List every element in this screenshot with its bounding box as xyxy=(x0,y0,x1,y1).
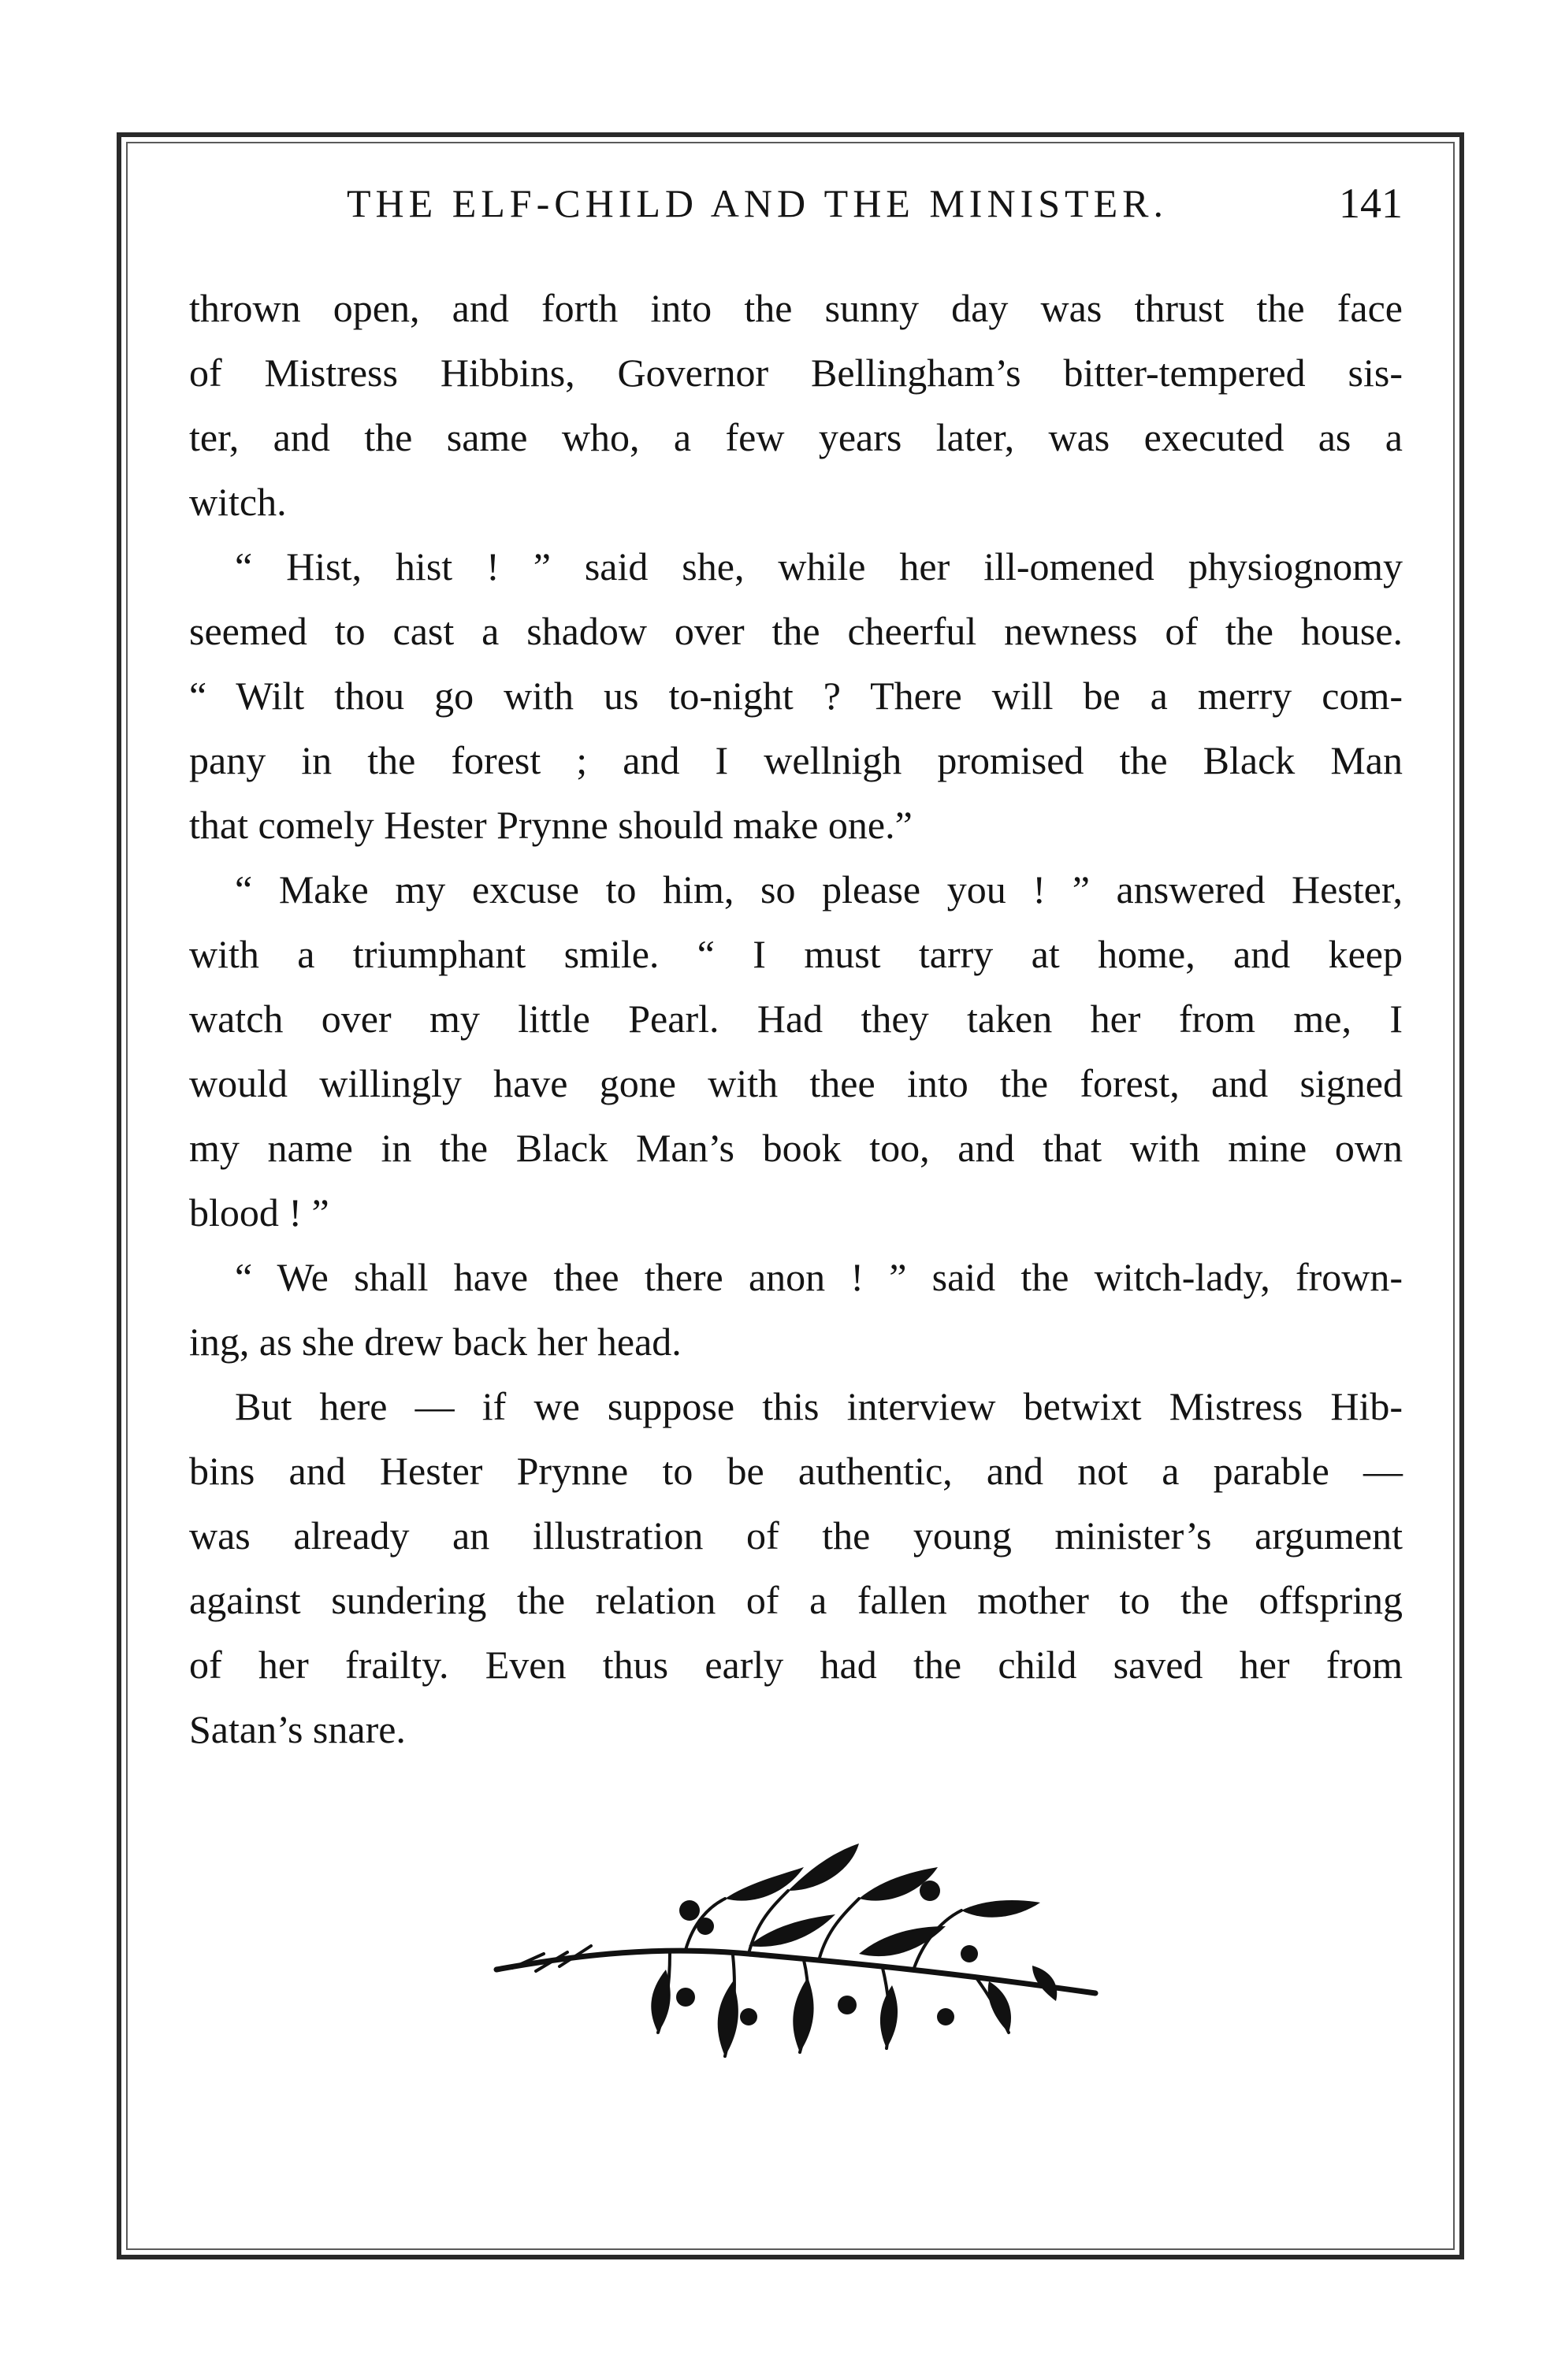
text-line: bins and Hester Prynne to be authentic, and not a parable — xyxy=(189,1449,1403,1493)
text-line: pany in the forest ; and I wellnigh promised the Black Man xyxy=(189,738,1403,782)
text-line: “ Wilt thou go with us to-night ? There will be a merry com- xyxy=(189,674,1403,718)
text-line: with a triumphant smile. “ I must tarry at home, and keep xyxy=(189,932,1403,976)
page-number: 141 xyxy=(1339,180,1403,227)
text-line: witch. xyxy=(189,480,287,524)
text-line: would willingly have gone with thee into the forest, and signed xyxy=(189,1061,1403,1105)
text-line: ing, as she drew back her head. xyxy=(189,1320,682,1364)
body-text xyxy=(189,276,1403,1762)
text-line: watch over my little Pearl. Had they taken her from me, I xyxy=(189,997,1403,1041)
text-line: of her frailty. Even thus early had the child saved her from xyxy=(189,1643,1403,1687)
text-line: of Mistress Hibbins, Governor Bellingham’s bitter-tempered sis- xyxy=(189,351,1403,395)
text-line: “ We shall have thee there anon ! ” said the witch-lady, frown- xyxy=(235,1255,1403,1299)
text-line: But here — if we suppose this interview betwixt Mistress Hib- xyxy=(235,1384,1403,1428)
text-line: thrown open, and forth into the sunny day was thrust the face xyxy=(189,286,1403,330)
running-title: THE ELF-CHILD AND THE MINISTER. xyxy=(347,181,1168,225)
laurel-branch-icon xyxy=(489,1836,1103,2088)
running-head xyxy=(189,172,1403,235)
text-line: seemed to cast a shadow over the cheerful newness of the house. xyxy=(189,609,1403,653)
text-line: was already an illustration of the young minister’s argument xyxy=(189,1513,1403,1558)
text-line: “ Make my excuse to him, so please you ! ” answered Hester, xyxy=(235,867,1403,912)
text-line: that comely Hester Prynne should make one.” xyxy=(189,803,913,847)
text-line: blood ! ” xyxy=(189,1190,329,1235)
text-line: “ Hist, hist ! ” said she, while her ill-omened physiognomy xyxy=(235,544,1403,589)
text-line: Satan’s snare. xyxy=(189,1707,406,1751)
text-line: my name in the Black Man’s book too, and that with mine own xyxy=(189,1126,1403,1170)
text-line: against sundering the relation of a fallen mother to the offspring xyxy=(189,1578,1403,1622)
text-line: ter, and the same who, a few years later, was executed as a xyxy=(189,415,1403,459)
